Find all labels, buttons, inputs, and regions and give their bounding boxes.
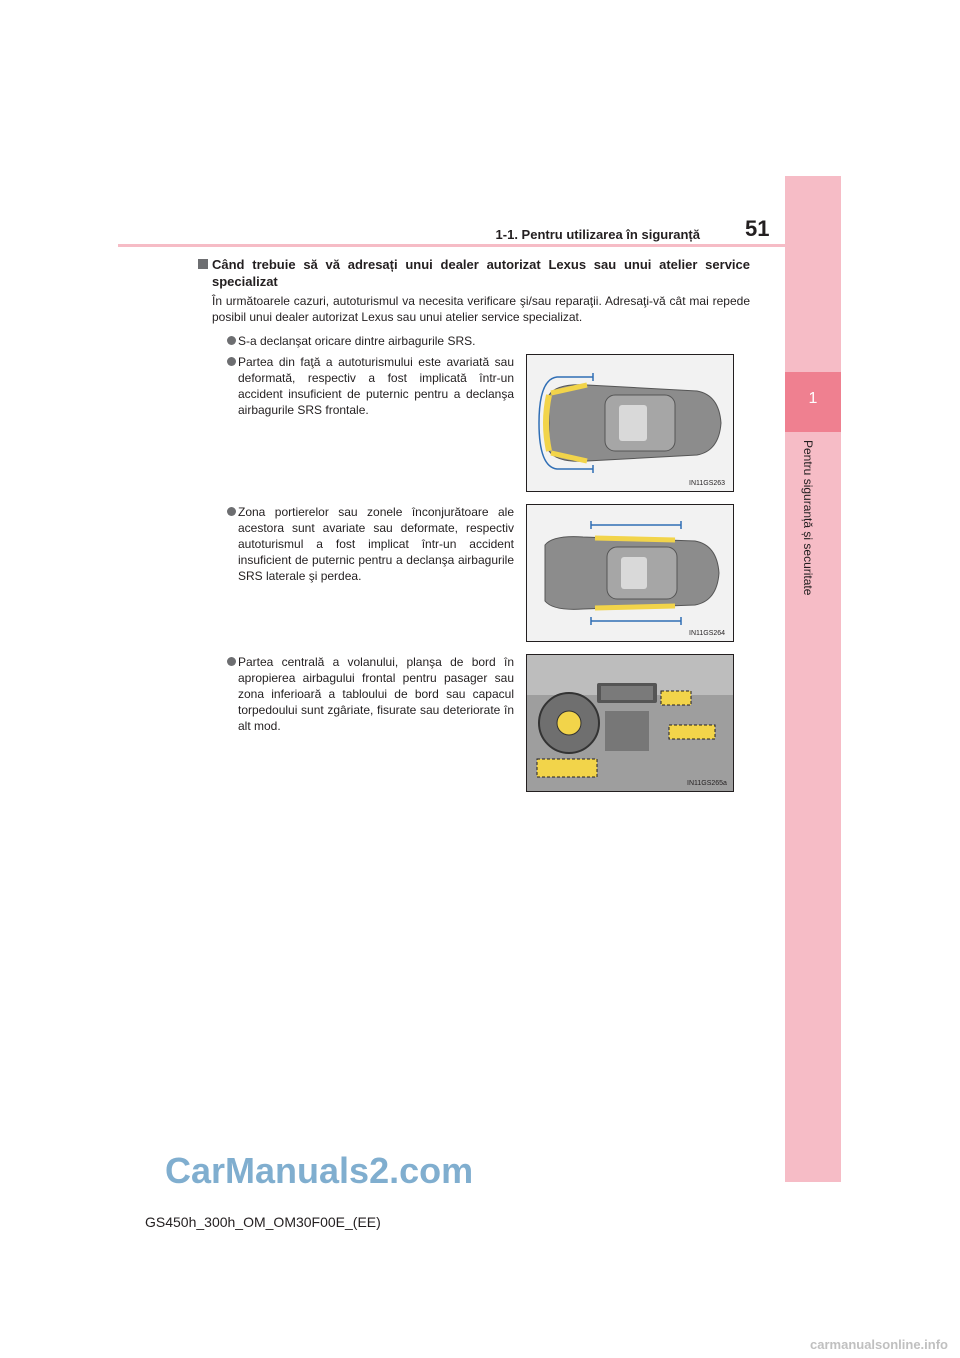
bullet-dot-icon: [227, 507, 236, 516]
list-item: [238, 654, 514, 734]
car-top-view-front-illustration: [527, 355, 733, 491]
bullet-dot-icon: [227, 657, 236, 666]
figure-code: IN11GS263: [689, 480, 726, 487]
list-item-text: S-a declanşat oricare dintre airbagurile SRS.: [238, 334, 476, 348]
bullet-dot-icon: [227, 357, 236, 366]
dashboard-illustration: [527, 655, 733, 791]
car-top-view-sides-illustration: [527, 505, 733, 641]
list-item-text: Partea centrală a volanului, planşa de bord în apropierea airbagului frontal pentru pasager sau zona inferioară a tabloului de bord sau capacul torpedoului sunt zgâriate, fisurate sau deteriorate în alt mod.: [238, 655, 514, 733]
page-number: 51: [745, 216, 770, 241]
section-title-block: [212, 256, 750, 290]
list-item-text: Zona portierelor sau zonele înconjurătoare ale acestora sunt avariate sau deformate, respectiv autoturismul a fost implicat într-un accident insuficient de puternic pentru a declanşa airbagurile SRS laterale şi perdea.: [238, 505, 514, 583]
page-header-title: 1-1. Pentru utilizarea în siguranță: [495, 227, 700, 242]
document-id: GS450h_300h_OM_OM30F00E_(EE): [145, 1214, 381, 1230]
side-tab: [785, 176, 841, 1182]
watermark-logo: CarManuals2.com: [165, 1150, 474, 1191]
figure-code: IN11GS264: [689, 630, 726, 637]
section-intro: În următoarele cazuri, autoturismul va necesita verificare şi/sau reparaţii. Adresaţi-vă cât mai repede posibil unui dealer autorizat Lexus sau unui atelier service specializat.: [212, 294, 750, 324]
figure-front-damage: [526, 354, 734, 492]
section-title: Când trebuie să vă adresați unui dealer autorizat Lexus sau unui atelier service specializat: [212, 257, 750, 289]
list-item: [238, 333, 748, 349]
chapter-number: 1: [808, 390, 818, 407]
square-bullet-icon: [198, 259, 208, 269]
footer-watermark-link[interactable]: carmanualsonline.info: [810, 1337, 948, 1352]
header-divider: [118, 244, 785, 247]
figure-side-damage: [526, 504, 734, 642]
figure-dashboard-damage: [526, 654, 734, 792]
chapter-title: Pentru siguranță și securitate: [801, 440, 815, 596]
figure-code: IN11GS265a: [687, 780, 727, 787]
list-item-text: Partea din faţă a autoturismului este avariată sau deformată, respectiv a fost implicată într-un accident insuficient de puternic pentru a declanşa airbagurile SRS frontale.: [238, 355, 514, 417]
list-item: [238, 504, 514, 584]
list-item: [238, 354, 514, 418]
bullet-dot-icon: [227, 336, 236, 345]
